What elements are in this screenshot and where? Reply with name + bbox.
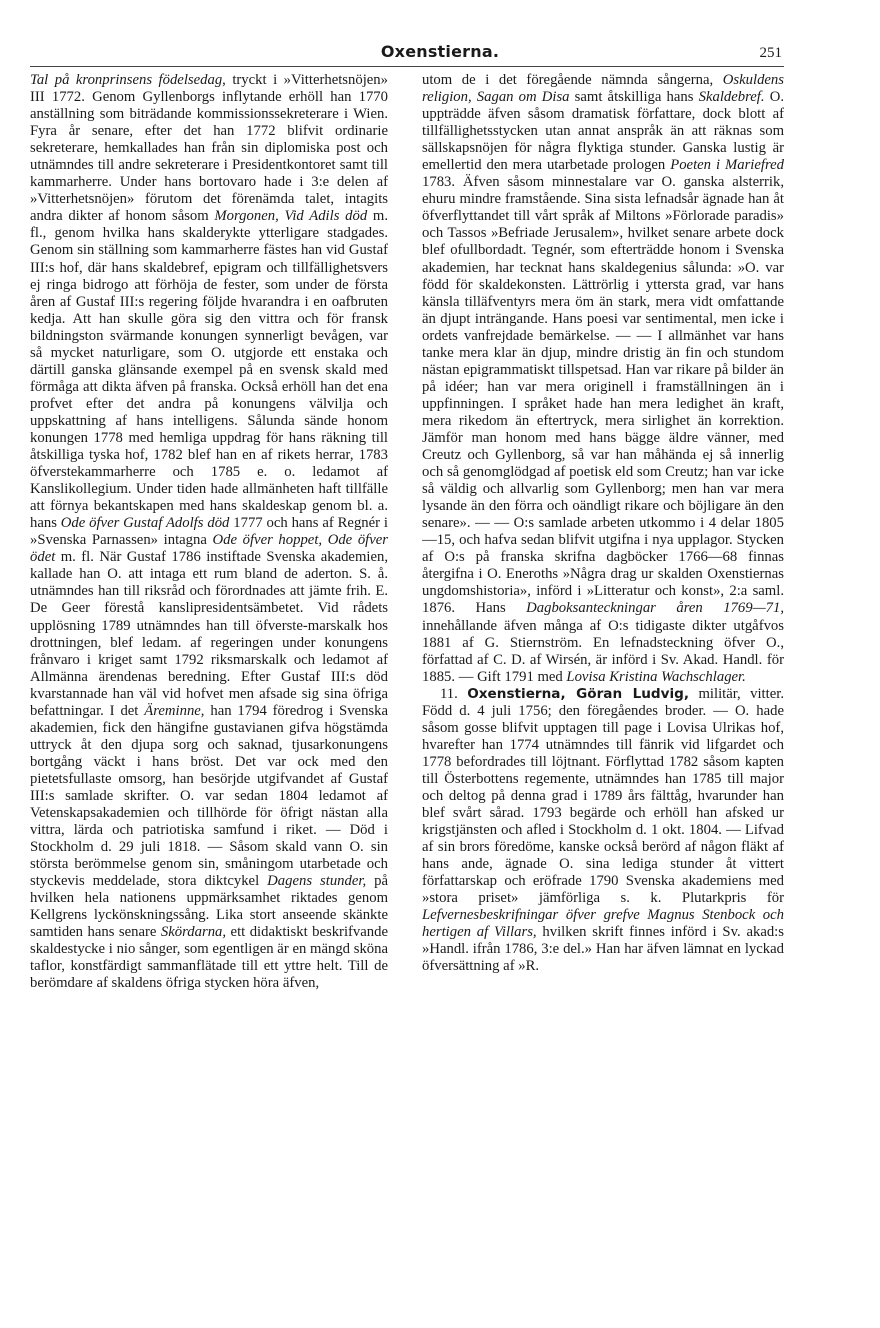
text-run: 11.: [440, 685, 468, 702]
left-column-text: [30, 72, 388, 993]
right-column: [422, 72, 784, 1307]
italic-title: Dagboksanteckningar åren 1769—71,: [526, 600, 784, 617]
running-title: Oxenstierna.: [380, 42, 500, 61]
text-run: hvilken skrift finnes införd i Sv. akad:s »Handl. ifrån 1786, 3:e del.» Han har äfven lämnat en lyckad öfversättning af »R.: [422, 924, 784, 975]
text-run: på hvilken hela nationens uppmärksamhet riktades genom Kellgrens lyckönskningssång. Lika stort anseende skänkte samtiden hans senare: [30, 873, 388, 941]
italic-title: Lefvernesbeskrifningar öfver grefve Magnus Stenbock och hertigen af Villars,: [422, 907, 784, 941]
text-run: m. fl., genom hvilka hans skalderykte ytterligare stadgades. Genom sin ställning som kammarherre fästes han vid Gustaf III:s hof, där hans skaldebref, epigram och tillfällighetsvers ej ringa bidrogo att förhöja de fester, som under de första åren af Gustaf III:s regering följde hvarandra i en oafbruten kedja. Att han skulle göra sig den vittra och för fransk bildningston svärmande konungen synnerligt bevågen, var så mycket naturligare, som O. utgjorde ett enstaka och därtill ganska glänsande exempel på en svensk skald med förmåga att dikta äfven på franska. Också erhöll han det ena profvet efter det andra på konungens välvilja och uppskattning af hans intelligens. Sålunda sände honom konungen 1778 med hemliga uppdrag för hans räkning till åtskilliga tyska hof, 1782 blef han en af rikets herrar, 1783 öfverstekammarherre och 1785 e. o. ledamot af Kanslikollegium. Under tiden hade allmänheten haft tillfälle att förnya bekantskapen med hans skaldeskap genom bl. a. hans: [30, 208, 388, 532]
italic-title: Äreminne,: [144, 702, 205, 719]
text-run: 1777 och hans af Regnér i »Svenska Parnassen» intagna: [30, 515, 388, 549]
entry-heading-name: Oxenstierna, Göran Ludvig,: [467, 685, 690, 702]
italic-title: Tal på kronprinsens födelsedag: [30, 72, 223, 88]
text-run: , tryckt i »Vitterhetsnöjen» III 1772. Genom Gyllenborgs inflytande erhöll han 1770 anställning som biträdande kommissionssekreterare i Wien. Fyra år senare, efter det han 1772 blifvit ordinarie sekreterare, hemkallades han från sin diplomiska post och utnämndes till andre sekreterare i Presidentkontoret samt till kammarherre. Under hans bortovaro hade i 3:e delen af »Vitterhetsnöjen» förutom det förenämda talet, intagits andra dikter af honom såsom: [30, 72, 388, 225]
italic-title: Oskuldens religion, Sagan om Disa: [422, 72, 784, 106]
text-run: O. uppträdde äfven såsom dramatisk författare, dock blott af tillfällighetsstycken utan annat anspråk än att räknas som sällskapsnöjen för några flyktiga stunder. Ganska lustig är emellertid den mera utarbetade prologen: [422, 89, 784, 174]
italic-title: Poeten i Mariefred: [670, 157, 784, 174]
text-run: ett didaktiskt beskrifvande skaldestycke i nio sånger, som egentligen är en mängd sköna taflor, konstfärdigt sammanflätade till ett yttre helt. Till de berömdare af skaldens öfriga stycken höra äfven,: [30, 924, 388, 992]
italic-title: Skördarna,: [160, 924, 227, 941]
header-rule: [30, 66, 784, 67]
text-run: m. fl. När Gustaf 1786 instiftade Svenska akademien, kallade han O. att intaga ett rum bland de aderton. S. å. utnämndes han till riksråd och förordnades att jämte frih. E. De Geer förestå kanslipresidentsämbetet. Vid rådets upplösning 1789 utnämndes han till öfverste-marskalk hos drottningen, blef ledam. af regeringen under konungens frånvaro i kriget samt 1792 riksmarskalk och ledamot af Allmänna ärendenas beredning. Efter Gustaf III:s död kvarstannade han väl vid hofvet men afsade sig sina öfriga befattningar. I det: [30, 549, 388, 719]
italic-title: Dagens stunder,: [267, 873, 367, 890]
italic-title: Lovisa Kristina Wachschlager.: [566, 668, 746, 685]
text-run: 1783. Äfven såsom minnestalare var O. ganska alsterrik, ehuru mindre framstående. Sina sista lefnadsår ägnade han åt öfverflyttandet till vårt språk af Miltons »Förlorade paradis» och Tassos »Befriade Jerusalem», hvilket senare arbete dock blef ofullbordadt. Tegnér, som efterträdde honom i Svenska akademien, har tecknat hans skaldegenius sålunda: »O. var född för skaldekonsten. Lättrörlig i yttersta grad, var hans känsla tilläfventyrs mera öm än stark, mera vidt omfattande än djupt inträngande. Hans poesi var sentimental, men icke i ordets vanfrejdade bemärkelse. — — I allmänhet var hans tanke mera klar än djup, mindre dristig än fin och stundom nästan epigrammatiskt tillspetsad. Han var rikare på bilder än på idéer; han var mera originell i framställningen än i uppfinningen. I språket hade han mera ledighet än kraft, mera rikedom än eftertryck, mera sirlighet än korrektion. Jämför man honom med hans bägge äldre vänner, med Creutz och Gyllenborg, så var han måhända ej så innerlig och så genomglödgad af poetisk eld som Creutz; han var icke så väldig och allvarlig som Gyllenborg; men han var mera lysande än den förra och oändligt rikare och böjligare än den senare». — — O:s samlade arbeten utkommo i 4 delar 1805—15, och hafva sedan blifvit utgifna i nya upplagor. Stycken af O:s på franska skrifna dagböcker 1766—68 finnas återgifna i O. Eneroths »Några drag ur skalden Oxenstiernas ungdomshistoria», införd i »Litteratur och konst», 2:a saml. 1876. Hans: [422, 174, 784, 617]
italic-title: Ode öfver hoppet, Ode öfver ödet: [30, 532, 388, 566]
text-run: samt åtskilliga hans: [569, 89, 699, 106]
text-run: utom de i det föregående nämnda sångerna,: [422, 72, 723, 88]
page-number: 251: [759, 45, 782, 61]
text-run: han 1794 föredrog i Svenska akademien, fick den hängifne gustavianen gifva högstämda uttryck åt den djupa sorg och saknad, tjusarkonungens bortgång väckt i hans bröst. Det var ock med den pietetsfullaste omsorg, han besörjde utgifvandet af Gustaf III:s samlade skrifter. O. var sedan 1804 ledamot af Vetenskapsakademien och tillhörde för öfrigt nästan alla vittra, lärda och patriotiska samfund i riket. — Död i Stockholm d. 29 juli 1818. — Såsom skald vann O. sin största berömmelse genom sin, småningom utarbetade och styckevis meddelade, stora diktcykel: [30, 702, 388, 890]
text-run: innehållande äfven många af O:s tidigaste dikter utgåfvos 1881 af G. Stiernström. En lefnadsteckning öfver O., författad af C. D. af Wirsén, är införd i Sv. Akad. Handl. för 1885. — Gift 1791 med: [422, 617, 784, 685]
italic-title: Ode öfver Gustaf Adolfs död: [60, 515, 230, 532]
italic-title: Skaldebref.: [698, 89, 765, 106]
text-run: militär, vitter. Född d. 4 juli 1756; den föregåendes broder. — O. hade såsom gosse blifvit upptagen till page i Lovisa Ulrikas hof, hvarefter han 1774 utnämndes till fänrik vid lifgardet och 1778 befordrades till löjtnant. Förflyttad 1782 såsom kapten till Österbottens regemente, utnämndes han 1785 till major och deltog på denna grad i 1789 års fälttåg, hvarunder han blef svårt sårad. 1793 begärde och erhöll han afsked ur krigstjänsten och afled i Stockholm d. 1 okt. 1804. — Lifvad af sin brors föredöme, kanske också berörd af någon fläkt af hans ande, ägnade O. sina lediga stunder åt vittert författarskap och eröfrade 1790 Svenska akademiens med »stora priset» jämförliga s. k. Plutarkpris för: [422, 685, 784, 907]
right-column-text: [422, 72, 784, 686]
italic-title: Morgonen, Vid Adils död: [214, 208, 368, 225]
left-column: [30, 72, 388, 1307]
entry-paragraph: [422, 686, 784, 976]
page-header: [0, 42, 880, 68]
